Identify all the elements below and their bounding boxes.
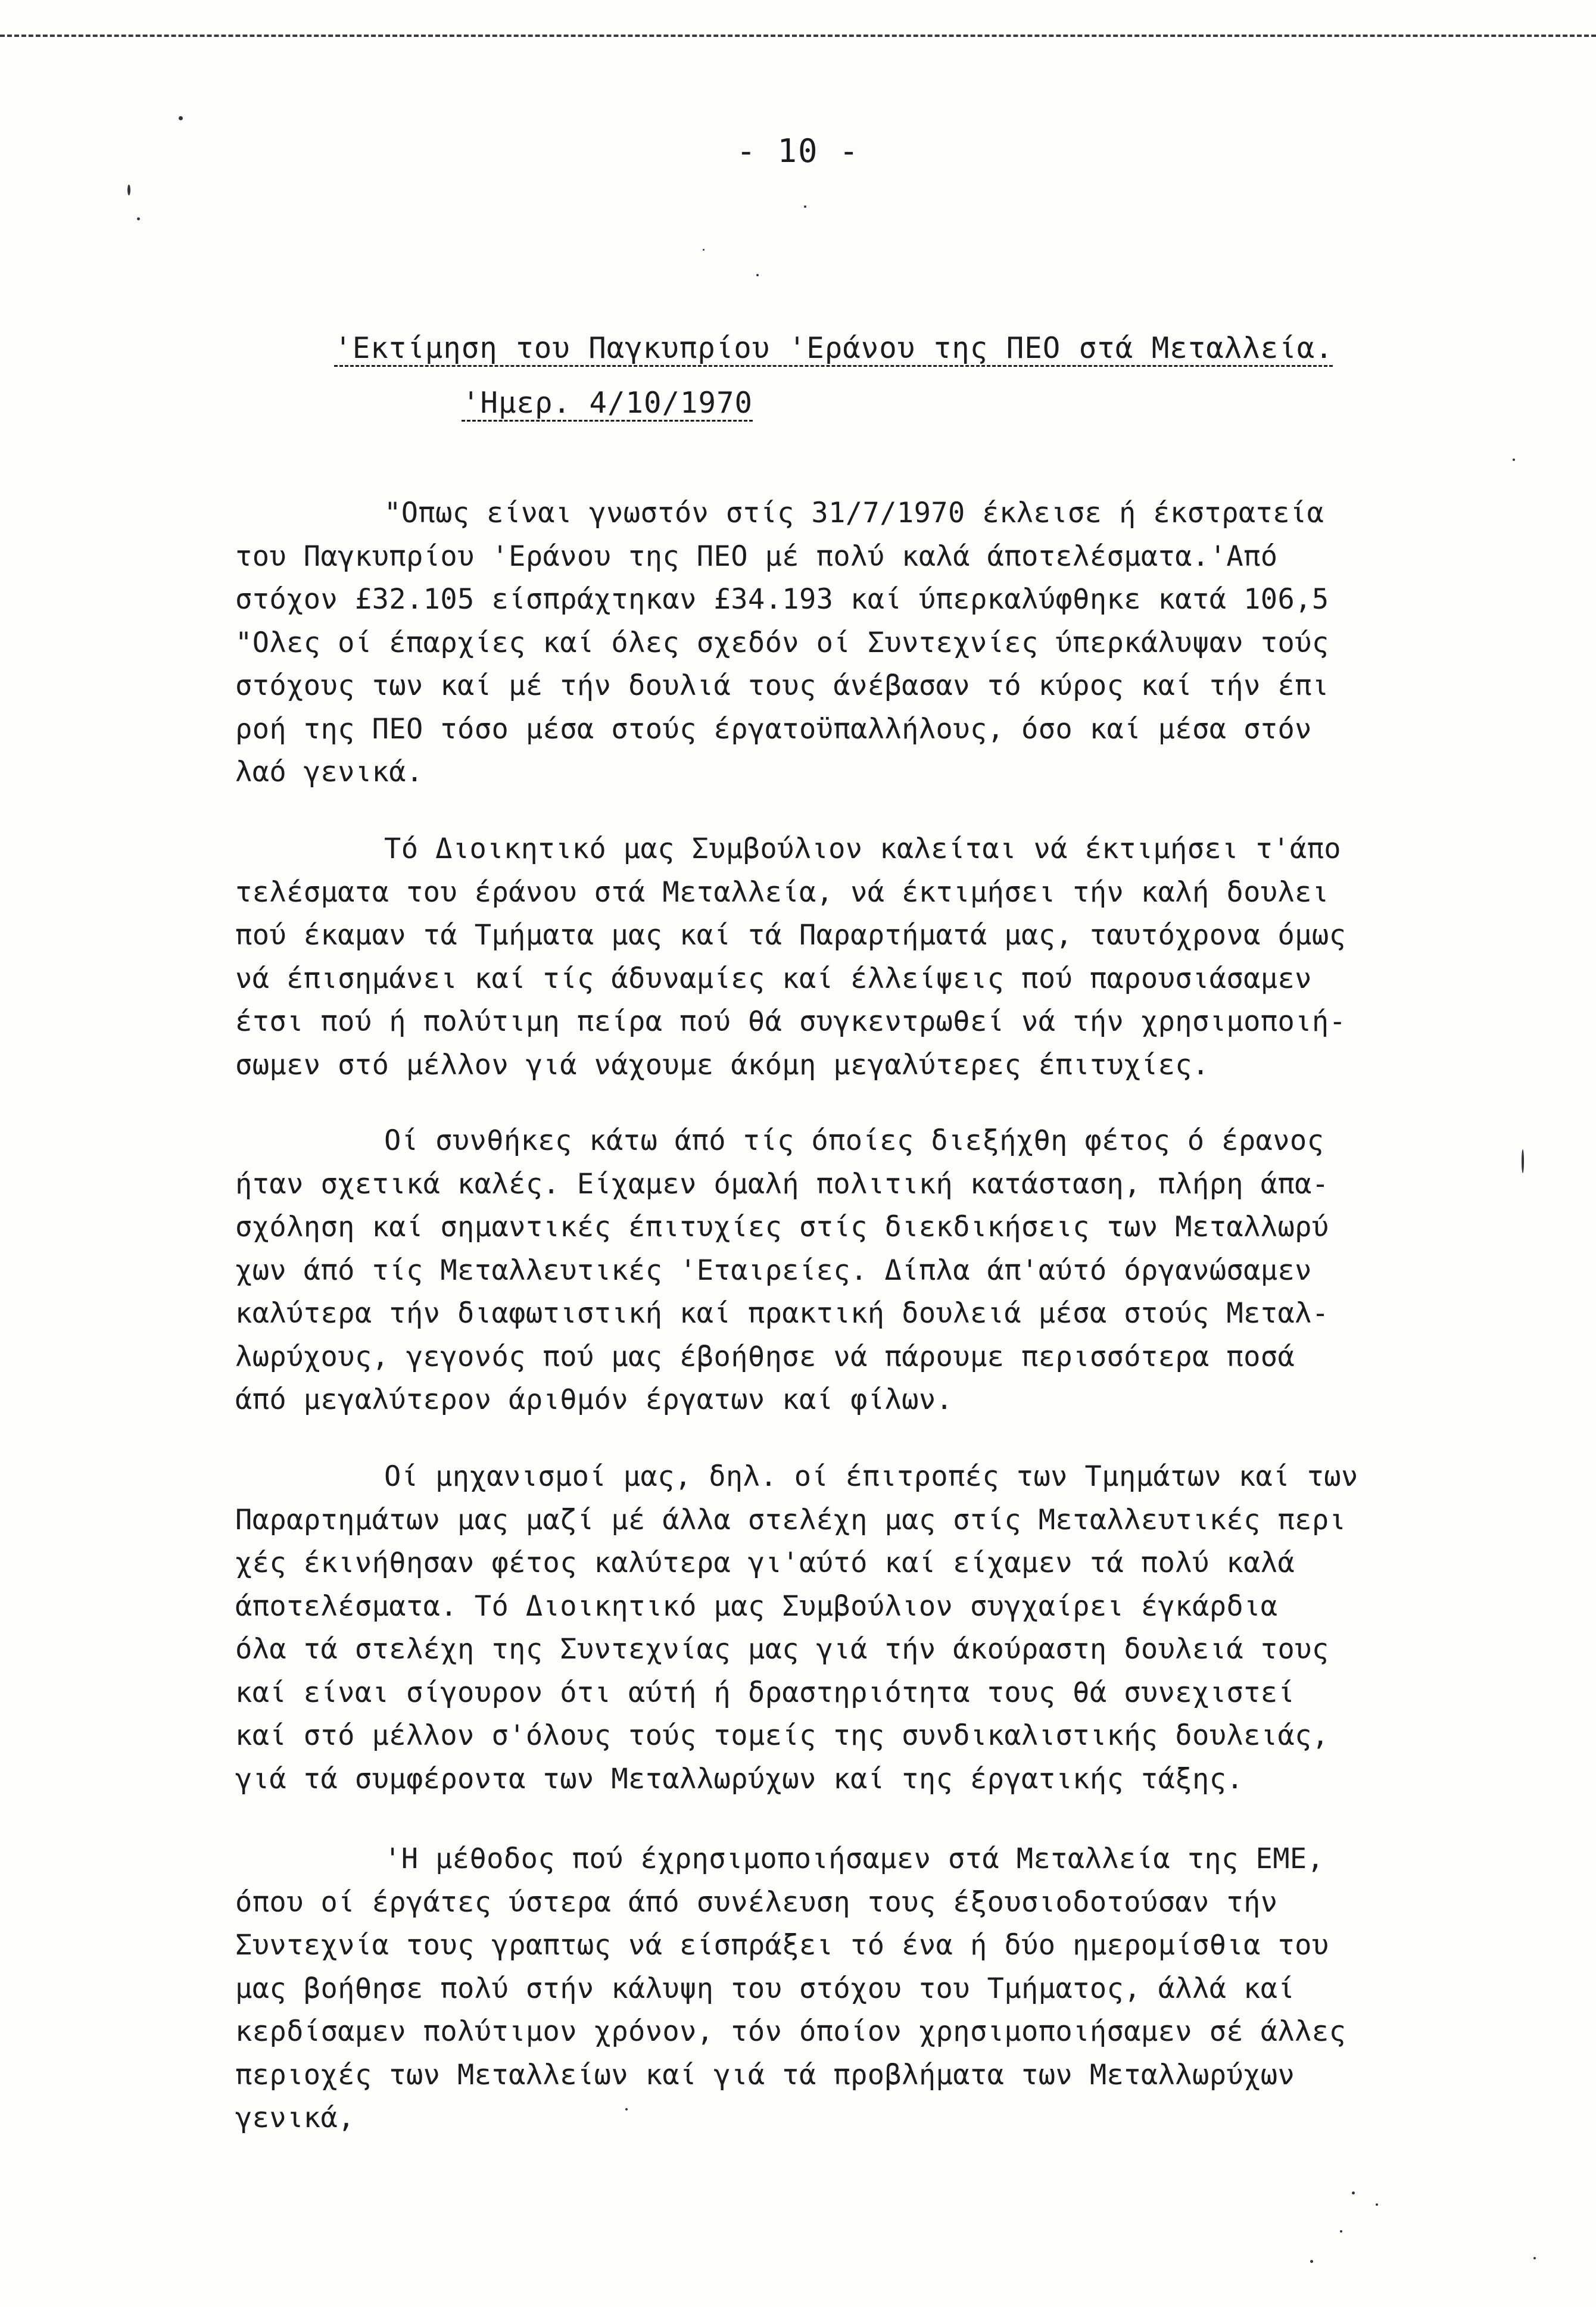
text-line: νά έπισημάνει καί τίς άδυναμίες καί έλλείψεις πού παρουσιάσαμεν bbox=[235, 962, 1312, 995]
paragraph-3 bbox=[235, 1120, 1411, 1422]
text-line: γιά τά συμφέροντα των Μεταλλωρύχων καί της έργατικής τάξης. bbox=[235, 1762, 1244, 1795]
text-line: στόχον £32.105 είσπράχτηκαν £34.193 καί ύπερκαλύφθηκε κατά 106,5 bbox=[235, 583, 1329, 616]
text-line: Παραρτημάτων μας μαζί μέ άλλα στελέχη μας στίς Μεταλλευτικές περι bbox=[235, 1503, 1346, 1536]
scan-speck bbox=[1310, 2260, 1313, 2263]
text-line: Οί συνθήκες κάτω άπό τίς όποίες διεξήχθη φέτος ό έρανος bbox=[384, 1124, 1324, 1157]
text-line: Τό Διοικητικό μας Συμβούλιον καλείται νά έκτιμήσει τ'άπο bbox=[384, 833, 1341, 865]
scan-speck bbox=[1513, 459, 1515, 461]
text-line: στόχους των καί μέ τήν δουλιά τους άνέβασαν τό κύρος καί τήν έπι bbox=[235, 669, 1329, 702]
scan-speck bbox=[703, 249, 705, 251]
text-line: τελέσματα του έράνου στά Μεταλλεία, νά έκτιμήσει τήν καλή δουλει bbox=[235, 875, 1329, 909]
paragraph-5 bbox=[235, 1838, 1411, 2140]
text-line: άπό μεγαλύτερον άριθμόν έργατων καί φίλων. bbox=[235, 1383, 953, 1416]
text-line: πού έκαμαν τά Τμήματα μας καί τά Παραρτήματά μας, ταυτόχρονα όμως bbox=[235, 919, 1346, 952]
text-line: Οί μηχανισμοί μας, δηλ. οί έπιτροπές των Τμημάτων καί των bbox=[384, 1460, 1358, 1493]
text-line: χές έκινήθησαν φέτος καλύτερα γι'αύτό καί είχαμεν τά πολύ καλά bbox=[235, 1547, 1295, 1579]
scan-speck bbox=[127, 185, 130, 195]
scan-speck bbox=[756, 274, 759, 276]
document-date: 'Ημερ. 4/10/1970 bbox=[462, 386, 753, 420]
text-line: χων άπό τίς Μεταλλευτικές 'Εταιρείες. Δίπλα άπ'αύτό όργανώσαμεν bbox=[235, 1254, 1312, 1287]
text-line: καί στό μέλλον σ'όλους τούς τομείς της συνδικαλιστικής δουλειάς, bbox=[235, 1719, 1329, 1752]
text-line: κερδίσαμεν πολύτιμον χρόνον, τόν όποίον χρησιμοποιήσαμεν σέ άλλες bbox=[235, 2015, 1346, 2048]
page-number: - 10 - bbox=[736, 132, 860, 170]
scan-speck bbox=[1352, 2191, 1355, 2194]
text-line: λωρύχους, γεγονός πού μας έβοήθησε νά πάρουμε περισσότερα ποσά bbox=[235, 1340, 1295, 1373]
scan-speck bbox=[1340, 2230, 1342, 2233]
text-line: περιοχές των Μεταλλείων καί γιά τά προβλήματα των Μεταλλωρύχων bbox=[235, 2058, 1295, 2091]
scan-speck bbox=[179, 116, 183, 120]
text-line: "Οπως είναι γνωστόν στίς 31/7/1970 έκλεισε ή έκστρατεία bbox=[384, 497, 1324, 529]
text-line: γενικά, bbox=[235, 2102, 355, 2134]
scan-speck bbox=[1376, 2203, 1378, 2206]
scan-speck bbox=[1522, 1149, 1524, 1173]
text-line: ήταν σχετικά καλές. Είχαμεν όμαλή πολιτική κατάσταση, πλήρη άπα- bbox=[235, 1167, 1329, 1201]
text-line: λαό γενικά. bbox=[235, 756, 423, 788]
paragraph-4 bbox=[235, 1455, 1411, 1801]
text-line: έτσι πού ή πολύτιμη πείρα πού θά συγκεντρωθεί νά τήν χρησιμοποιή- bbox=[235, 1005, 1346, 1038]
scan-speck bbox=[804, 205, 806, 208]
text-line: όπου οί έργάτες ύστερα άπό συνέλευση τους έξουσιοδοτούσαν τήν bbox=[235, 1885, 1278, 1919]
paragraph-1 bbox=[235, 492, 1411, 794]
scan-speck bbox=[1533, 2257, 1536, 2259]
top-border-line bbox=[0, 35, 1596, 37]
scan-speck bbox=[137, 217, 140, 220]
text-line: Συντεχνία τους γραπτως νά είσπράξει τό ένα ή δύο ημερομίσθια του bbox=[235, 1929, 1329, 1962]
text-line: σωμεν στό μέλλον γιά νάχουμε άκόμη μεγαλύτερες έπιτυχίες. bbox=[235, 1048, 1210, 1081]
text-line: ροή της ΠΕΟ τόσο μέσα στούς έργατοϋπαλλήλους, όσο καί μέσα στόν bbox=[235, 712, 1312, 746]
text-line: του Παγκυπρίου 'Εράνου της ΠΕΟ μέ πολύ καλά άποτελέσματα.'Από bbox=[235, 540, 1278, 573]
text-line: "Ολες οί έπαρχίες καί όλες σχεδόν οί Συντεχνίες ύπερκάλυψαν τούς bbox=[235, 626, 1329, 659]
text-line: καλύτερα τήν διαφωτιστική καί πρακτική δουλειά μέσα στούς Μεταλ- bbox=[235, 1297, 1329, 1330]
text-line: όλα τά στελέχη της Συντεχνίας μας γιά τήν άκούραστη δουλειά τους bbox=[235, 1633, 1329, 1666]
paragraph-2 bbox=[235, 828, 1411, 1087]
text-line: μας βοήθησε πολύ στήν κάλυψη του στόχου του Τμήματος, άλλά καί bbox=[235, 1972, 1295, 2005]
text-line: άποτελέσματα. Τό Διοικητικό μας Συμβούλιον συγχαίρει έγκάρδια bbox=[235, 1589, 1278, 1623]
text-line: σχόληση καί σημαντικές έπιτυχίες στίς διεκδικήσεις των Μεταλλωρύ bbox=[235, 1211, 1329, 1243]
text-line: καί είναι σίγουρον ότι αύτή ή δραστηριότητα τους θά συνεχιστεί bbox=[235, 1676, 1295, 1709]
document-title: 'Εκτίμηση του Παγκυπρίου 'Εράνου της ΠΕΟ στά Μεταλλεία. bbox=[334, 331, 1333, 365]
text-line: 'Η μέθοδος πού έχρησιμοποιήσαμεν στά Μεταλλεία της ΕΜΕ, bbox=[384, 1843, 1324, 1875]
